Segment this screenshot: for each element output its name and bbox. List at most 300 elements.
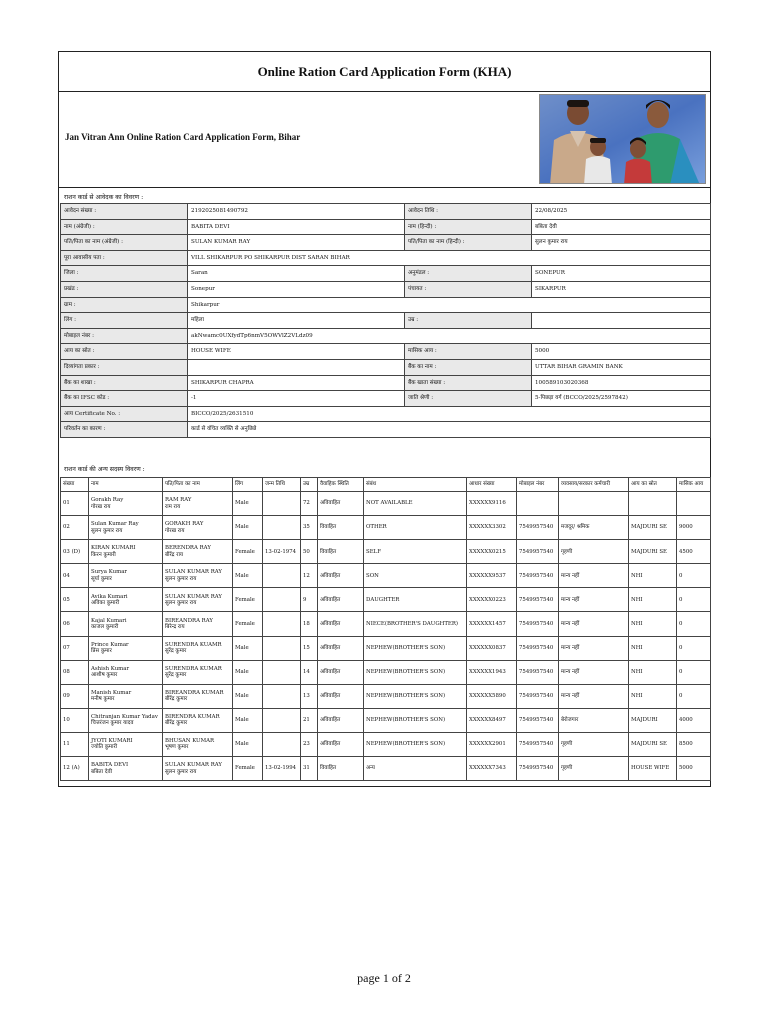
member-name_en: Avika Kumari [91, 593, 128, 600]
member-aadhaar: XXXXXX2901 [467, 732, 517, 756]
member-name_hi: ज्योति कुमारी [91, 744, 118, 751]
member-name_en: Prince Kumar [91, 641, 129, 648]
member-income-src: MAJDURI SE [629, 540, 677, 564]
applicant-value-cell: बबिता देवी [532, 219, 711, 235]
applicant-value-cell: 5000 [532, 344, 711, 360]
member-relation: SON [364, 564, 467, 588]
member-gender: Male [233, 708, 263, 732]
member-income-src: NHI [629, 588, 677, 612]
member-age: 13 [301, 684, 318, 708]
member-row [61, 660, 711, 684]
member-column-header: आय का स्रोत [629, 478, 677, 492]
member-income-src: MAJDURI SE [629, 516, 677, 540]
member-gender: Male [233, 684, 263, 708]
members-details-label: राशन कार्ड की अन्य सदस्य विवरण : [64, 466, 145, 473]
member-income: 8500 [677, 732, 711, 756]
member-mobile: 7549957540 [517, 564, 559, 588]
applicant-label-cell: पति/पिता का नाम (अंग्रेजी) : [61, 235, 188, 251]
member-gender: Male [233, 636, 263, 660]
member-mobile [517, 492, 559, 516]
member-parent_hi: सुरेंद्र कुमार [165, 672, 187, 679]
member-name_hi: सुलन कुमार राय [91, 527, 123, 534]
member-gender: Male [233, 660, 263, 684]
member-name_en: Ashish Kumar [91, 665, 130, 672]
member-age: 12 [301, 564, 318, 588]
member-parent-cell [163, 636, 233, 660]
member-row [61, 636, 711, 660]
applicant-value-cell: Sonepur [188, 281, 405, 297]
member-column-header: मासिक आय [677, 478, 711, 492]
member-age: 21 [301, 708, 318, 732]
applicant-label-cell: बैंक का शाखा : [61, 375, 188, 391]
member-income-src: MAJDURI SE [629, 732, 677, 756]
member-name_hi: मनीष कुमार [91, 696, 115, 703]
member-parent_en: SULAN KUMAR RAY [165, 569, 222, 576]
member-dob [263, 612, 301, 636]
member-dob [263, 708, 301, 732]
applicant-row [61, 344, 711, 360]
applicant-value-cell: महिला [188, 313, 405, 329]
member-age: 9 [301, 588, 318, 612]
applicant-value-cell: SIKARPUR [532, 281, 711, 297]
member-parent_en: GORAKH RAY [165, 521, 204, 528]
applicant-value-cell: सुलन कुमार राय [532, 235, 711, 251]
member-dob [263, 492, 301, 516]
member-parent_hi: सुरेंद्र कुमार [165, 648, 187, 655]
member-parent_en: BHUSAN KUMAR [165, 738, 215, 745]
member-parent_en: BERENDRA RAY [165, 545, 211, 552]
member-name-cell [89, 684, 163, 708]
form-title: Online Ration Card Application Form (KHA) [59, 52, 710, 92]
member-occupation: गृहणी [559, 540, 629, 564]
member-parent_en: BIREANDRA KUMAR [165, 689, 224, 696]
applicant-label-cell: अनुमंडल : [405, 266, 532, 282]
member-dob [263, 636, 301, 660]
member-marital: अविवाहित [318, 684, 364, 708]
member-marital: विवाहित [318, 757, 364, 781]
applicant-row [61, 235, 711, 251]
member-marital: अविवाहित [318, 708, 364, 732]
page-number: page 1 of 2 [357, 971, 411, 985]
application-form [58, 51, 711, 787]
member-occupation: मान्य नहीं [559, 564, 629, 588]
member-relation: अन्य [364, 757, 467, 781]
member-parent-cell [163, 540, 233, 564]
member-parent_en: RAM RAY [165, 497, 192, 504]
applicant-row [61, 281, 711, 297]
member-parent_en: BIRENDRA KUMAR [165, 713, 220, 720]
member-income-src: MAJDURI [629, 708, 677, 732]
member-marital: अविवाहित [318, 732, 364, 756]
member-relation: NIECE(BROTHER'S DAUGHTER) [364, 612, 467, 636]
member-no: 06 [61, 612, 89, 636]
member-parent-cell [163, 684, 233, 708]
member-mobile: 7549957540 [517, 516, 559, 540]
members-table [60, 477, 711, 781]
member-no: 10 [61, 708, 89, 732]
member-parent-cell [163, 588, 233, 612]
member-row [61, 684, 711, 708]
member-occupation: मान्य नहीं [559, 612, 629, 636]
member-income: 0 [677, 636, 711, 660]
member-parent-cell [163, 708, 233, 732]
form-header-section [59, 92, 710, 188]
member-dob [263, 588, 301, 612]
member-no: 07 [61, 636, 89, 660]
applicant-value-cell: 100589103020368 [532, 375, 711, 391]
member-gender: Male [233, 564, 263, 588]
applicant-value-cell: UTTAR BIHAR GRAMIN BANK [532, 359, 711, 375]
member-income: 0 [677, 660, 711, 684]
member-no: 05 [61, 588, 89, 612]
member-column-header: जन्म तिथि [263, 478, 301, 492]
member-column-header: संबंध [364, 478, 467, 492]
member-parent_hi: सुलन कुमार राय [165, 599, 197, 606]
member-name_hi: प्रिंस कुमार [91, 648, 112, 655]
applicant-value-cell: BICCO/2025/2631510 [188, 406, 711, 422]
applicant-label-cell: जाति श्रेणी : [405, 391, 532, 407]
member-dob [263, 732, 301, 756]
member-occupation: मान्य नहीं [559, 684, 629, 708]
member-parent-cell [163, 516, 233, 540]
applicant-label-cell: पति/पिता का नाम (हिन्दी) : [405, 235, 532, 251]
member-row [61, 492, 711, 516]
member-name-cell [89, 564, 163, 588]
member-parent_hi: बीरेंद्र राय [165, 551, 183, 558]
member-parent_hi: सुलन कुमार राय [165, 768, 197, 775]
member-column-header: व्यवसाय/सरकार कर्मचारी [559, 478, 629, 492]
applicant-label-cell: बैंक का IFSC कोड : [61, 391, 188, 407]
member-relation: NEPHEW(BROTHER'S SON) [364, 732, 467, 756]
member-marital: अविवाहित [318, 564, 364, 588]
applicant-details-label: राशन कार्ड से आवेदक का विवरण : [64, 194, 144, 201]
member-occupation: गृहणी [559, 757, 629, 781]
applicant-value-cell: 5-पिछड़ा वर्ग (BCCO/2025/2597842) [532, 391, 711, 407]
member-parent-cell [163, 732, 233, 756]
member-mobile: 7549957540 [517, 732, 559, 756]
applicant-value-cell: -1 [188, 391, 405, 407]
member-name-cell [89, 636, 163, 660]
member-mobile: 7549957540 [517, 588, 559, 612]
member-dob: 13-02-1994 [263, 757, 301, 781]
applicant-label-cell: पूरा आवासीय पता : [61, 250, 188, 266]
member-marital: अविवाहित [318, 660, 364, 684]
member-parent_en: BIREANDRA RAY [165, 617, 213, 624]
member-name_en: Gorakh Ray [91, 497, 124, 504]
applicant-row [61, 250, 711, 266]
applicant-value-cell: VILL SHIKARPUR PO SHIKARPUR DIST SARAN BIHAR [188, 250, 711, 266]
applicant-row [61, 313, 711, 329]
member-mobile: 7549957540 [517, 540, 559, 564]
member-income: 0 [677, 612, 711, 636]
member-no: 11 [61, 732, 89, 756]
member-dob [263, 516, 301, 540]
member-aadhaar: XXXXXX0223 [467, 588, 517, 612]
member-gender: Male [233, 516, 263, 540]
member-income-src: NHI [629, 684, 677, 708]
applicant-label-cell: जिला : [61, 266, 188, 282]
member-relation: NEPHEW(BROTHER'S SON) [364, 684, 467, 708]
member-income-src [629, 492, 677, 516]
member-aadhaar: XXXXXX9116 [467, 492, 517, 516]
applicant-row [61, 359, 711, 375]
member-column-header: मोबाइल नंबर [517, 478, 559, 492]
member-name_en: Kajal Kumari [91, 617, 127, 624]
member-aadhaar: XXXXXX9537 [467, 564, 517, 588]
member-gender: Male [233, 732, 263, 756]
member-name_en: KIRAN KUMARI [91, 545, 136, 552]
member-parent_en: SULAN KUMAR RAY [165, 762, 222, 769]
member-parent_hi: गोरख राय [165, 527, 185, 534]
applicant-value-cell: SHIKARPUR CHAPRA [188, 375, 405, 391]
applicant-label-cell: मोबाइल नंबर : [61, 328, 188, 344]
applicant-label-cell: नाम (अंग्रेजी) : [61, 219, 188, 235]
applicant-family-photo [539, 94, 706, 184]
member-row [61, 564, 711, 588]
member-aadhaar: XXXXXX1943 [467, 660, 517, 684]
member-marital: अविवाहित [318, 492, 364, 516]
member-occupation: बेरोजगार [559, 708, 629, 732]
member-name_hi: गोरख राय [91, 503, 111, 510]
applicant-label-cell: आय का स्रोत : [61, 344, 188, 360]
member-income: 0 [677, 588, 711, 612]
member-name-cell [89, 492, 163, 516]
form-subtitle: Jan Vitran Ann Online Ration Card Application Form, Bihar [65, 132, 301, 142]
member-occupation: गृहणी [559, 732, 629, 756]
applicant-row [61, 266, 711, 282]
member-age: 31 [301, 757, 318, 781]
member-relation: OTHER [364, 516, 467, 540]
member-relation: NOT AVAILABLE [364, 492, 467, 516]
member-relation: NEPHEW(BROTHER'S SON) [364, 636, 467, 660]
member-parent-cell [163, 612, 233, 636]
member-relation: DAUGHTER [364, 588, 467, 612]
member-gender: Female [233, 757, 263, 781]
applicant-value-cell: SONEPUR [532, 266, 711, 282]
applicant-value-cell: Saran [188, 266, 405, 282]
member-name_hi: किरन कुमारी [91, 551, 116, 558]
member-occupation: मान्य नहीं [559, 660, 629, 684]
member-parent_hi: बिरेन्द्र राय [165, 624, 185, 631]
applicant-label-cell: बैंक का नाम : [405, 359, 532, 375]
applicant-value-cell: Shikarpur [188, 297, 711, 313]
member-occupation: मजदूर/ श्रमिक [559, 516, 629, 540]
applicant-label-cell: ग्राम : [61, 297, 188, 313]
member-row [61, 732, 711, 756]
member-relation: NEPHEW(BROTHER'S SON) [364, 660, 467, 684]
applicant-value-cell: akNwamc0UXfydTp6nmV5OWVlZ2VLdz09 [188, 328, 711, 344]
member-marital: अविवाहित [318, 588, 364, 612]
member-age: 50 [301, 540, 318, 564]
member-income-src: NHI [629, 564, 677, 588]
member-name-cell [89, 612, 163, 636]
applicant-label-cell: दिव्यांगता प्रकार : [61, 359, 188, 375]
member-aadhaar: XXXXXX5890 [467, 684, 517, 708]
member-aadhaar: XXXXXX1457 [467, 612, 517, 636]
applicant-row [61, 204, 711, 220]
member-aadhaar: XXXXXX0215 [467, 540, 517, 564]
member-row [61, 516, 711, 540]
member-gender: Female [233, 540, 263, 564]
member-name-cell [89, 540, 163, 564]
applicant-label-cell: लिंग : [61, 313, 188, 329]
member-income [677, 492, 711, 516]
member-name_en: Surya Kumar [91, 569, 127, 576]
member-column-header: नाम [89, 478, 163, 492]
member-parent_hi: राम राय [165, 503, 181, 510]
applicant-value-cell [188, 359, 405, 375]
member-occupation: मान्य नहीं [559, 588, 629, 612]
member-parent-cell [163, 492, 233, 516]
member-no: 01 [61, 492, 89, 516]
member-no: 08 [61, 660, 89, 684]
member-name_en: Chitranjan Kumar Yadav [91, 713, 158, 720]
member-income-src: NHI [629, 636, 677, 660]
applicant-label-cell: आय Certificate No. : [61, 406, 188, 422]
applicant-row [61, 406, 711, 422]
member-marital: अविवाहित [318, 612, 364, 636]
applicant-value-cell: SULAN KUMAR RAY [188, 235, 405, 251]
applicant-row [61, 391, 711, 407]
applicant-label-cell: मासिक आय : [405, 344, 532, 360]
member-age: 15 [301, 636, 318, 660]
applicant-label-cell: परिवर्तन का कारण : [61, 422, 188, 438]
member-row [61, 757, 711, 781]
member-income: 4500 [677, 540, 711, 564]
member-aadhaar: XXXXXX0837 [467, 636, 517, 660]
member-mobile: 7549957540 [517, 757, 559, 781]
member-column-header: संख्या [61, 478, 89, 492]
member-gender: Female [233, 588, 263, 612]
applicant-value-cell: 22/08/2025 [532, 204, 711, 220]
applicant-row [61, 422, 711, 438]
member-mobile: 7549957540 [517, 636, 559, 660]
applicant-details-table [60, 203, 711, 438]
member-no: 03 (D) [61, 540, 89, 564]
member-name_en: Manish Kumar [91, 689, 132, 696]
member-age: 72 [301, 492, 318, 516]
applicant-label-cell: उम्र : [405, 313, 532, 329]
member-marital: विवाहित [318, 516, 364, 540]
member-occupation [559, 492, 629, 516]
member-mobile: 7549957540 [517, 612, 559, 636]
member-parent_hi: सुलन कुमार राय [165, 575, 197, 582]
member-name_en: JYOTI KUMARI [91, 738, 133, 745]
member-age: 23 [301, 732, 318, 756]
member-name_en: BABITA DEVI [91, 762, 129, 769]
member-column-header: पति/पिता का नाम [163, 478, 233, 492]
member-column-header: उम्र [301, 478, 318, 492]
applicant-row [61, 297, 711, 313]
member-parent_en: SURENDRA KUAMR [165, 641, 222, 648]
member-dob: 13-02-1974 [263, 540, 301, 564]
member-income-src: NHI [629, 660, 677, 684]
member-name_hi: आशीष कुमार [91, 672, 118, 679]
member-income: 9000 [677, 516, 711, 540]
member-name-cell [89, 708, 163, 732]
member-income: 4000 [677, 708, 711, 732]
member-parent-cell [163, 757, 233, 781]
member-income-src: NHI [629, 612, 677, 636]
member-row [61, 708, 711, 732]
member-row [61, 612, 711, 636]
member-gender: Male [233, 492, 263, 516]
applicant-value-cell [532, 313, 711, 329]
member-aadhaar: XXXXXX8497 [467, 708, 517, 732]
member-parent_en: SURENDRA KUMAR [165, 665, 222, 672]
applicant-row [61, 328, 711, 344]
member-relation: SELF [364, 540, 467, 564]
member-dob [263, 660, 301, 684]
member-parent_hi: भूषण कुमार [165, 744, 189, 751]
member-mobile: 7549957540 [517, 660, 559, 684]
applicant-value-cell: BABITA DEVI [188, 219, 405, 235]
member-name_hi: सूर्या कुमार [91, 575, 112, 582]
member-age: 18 [301, 612, 318, 636]
member-parent_en: SULAN KUMAR RAY [165, 593, 222, 600]
applicant-value-cell: कार्ड से वंचित व्यक्ति से अनुछिन्ने [188, 422, 711, 438]
member-gender: Female [233, 612, 263, 636]
member-name-cell [89, 732, 163, 756]
member-aadhaar: XXXXXX7343 [467, 757, 517, 781]
member-dob [263, 684, 301, 708]
member-name-cell [89, 757, 163, 781]
applicant-label-cell: आवेदन संख्या : [61, 204, 188, 220]
applicant-label-cell: नाम (हिन्दी) : [405, 219, 532, 235]
member-name-cell [89, 660, 163, 684]
member-column-header: वैवाहिक स्थिति [318, 478, 364, 492]
member-parent-cell [163, 660, 233, 684]
member-occupation: मान्य नहीं [559, 636, 629, 660]
member-parent_hi: बीरेंद्र कुमार [165, 696, 188, 703]
applicant-label-cell: बैंक खाता संख्या : [405, 375, 532, 391]
applicant-label-cell: प्रखंड : [61, 281, 188, 297]
member-no: 02 [61, 516, 89, 540]
applicant-label-cell: पंचायत : [405, 281, 532, 297]
member-name-cell [89, 516, 163, 540]
member-no: 12 (A) [61, 757, 89, 781]
member-aadhaar: XXXXXX3302 [467, 516, 517, 540]
member-row [61, 540, 711, 564]
member-name_hi: काजल कुमारी [91, 624, 119, 631]
member-income: 0 [677, 564, 711, 588]
member-parent_hi: बीरेंद्र कुमार [165, 720, 188, 727]
member-mobile: 7549957540 [517, 684, 559, 708]
member-parent-cell [163, 564, 233, 588]
member-no: 09 [61, 684, 89, 708]
applicant-value-cell: 2192025081490792 [188, 204, 405, 220]
applicant-row [61, 375, 711, 391]
member-row [61, 588, 711, 612]
member-income-src: HOUSE WIFE [629, 757, 677, 781]
member-marital: अविवाहित [318, 636, 364, 660]
member-column-header: आधार संख्या [467, 478, 517, 492]
member-name_hi: अविका कुमारी [91, 599, 120, 606]
applicant-row [61, 219, 711, 235]
member-income: 5000 [677, 757, 711, 781]
member-name_hi: चित्तरंजन कुमार यादव [91, 720, 134, 727]
member-name-cell [89, 588, 163, 612]
member-marital: विवाहित [318, 540, 364, 564]
member-column-header: लिंग [233, 478, 263, 492]
applicant-label-cell: आवेदन तिथि : [405, 204, 532, 220]
member-age: 14 [301, 660, 318, 684]
member-no: 04 [61, 564, 89, 588]
member-relation: NEPHEW(BROTHER'S SON) [364, 708, 467, 732]
member-mobile: 7549957540 [517, 708, 559, 732]
member-name_hi: बबिता देवी [91, 768, 112, 775]
applicant-value-cell: HOUSE WIFE [188, 344, 405, 360]
